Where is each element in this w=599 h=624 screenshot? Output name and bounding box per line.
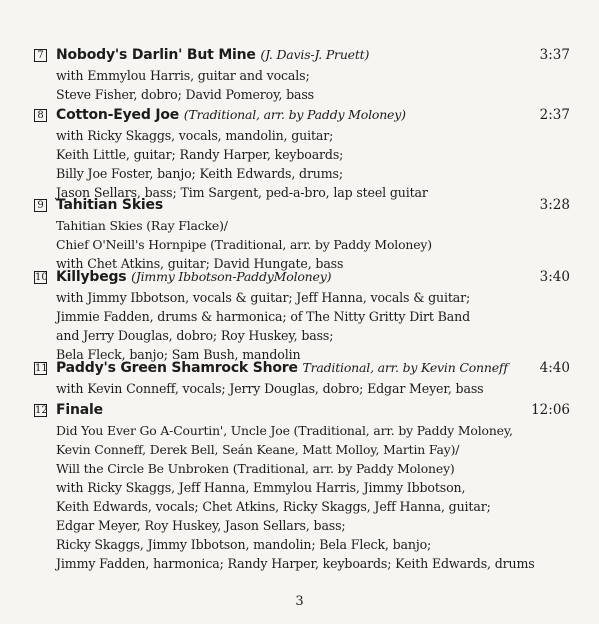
personnel-line: Keith Edwards, vocals; Chet Atkins, Ricky Skaggs, Jeff Hanna, guitar; xyxy=(56,499,491,514)
track-title-row xyxy=(56,357,508,379)
track-title-row xyxy=(56,266,331,288)
track-number: 10 xyxy=(35,272,48,283)
track-credit: (J. Davis-J. Pruett) xyxy=(260,47,370,62)
track-personnel xyxy=(56,288,570,364)
track-personnel xyxy=(56,126,570,202)
track-number: 12 xyxy=(35,405,48,416)
track-8 xyxy=(34,104,570,202)
personnel-line: with Chet Atkins, guitar; David Hungate, bass xyxy=(56,256,344,271)
track-header xyxy=(34,399,570,421)
personnel-line: Did You Ever Go A-Courtin', Uncle Joe (Traditional, arr. by Paddy Moloney, xyxy=(56,423,513,438)
personnel-line: with Ricky Skaggs, Jeff Hanna, Emmylou Harris, Jimmy Ibbotson, xyxy=(56,480,466,495)
track-duration: 3:28 xyxy=(539,197,570,213)
track-duration: 4:40 xyxy=(539,360,570,376)
personnel-line: Tahitian Skies (Ray Flacke)/ xyxy=(56,218,228,233)
track-title-row xyxy=(56,194,163,216)
track-duration: 12:06 xyxy=(531,402,570,418)
track-title-row xyxy=(56,104,406,126)
personnel-line: Steve Fisher, dobro; David Pomeroy, bass xyxy=(56,87,314,102)
track-duration: 3:40 xyxy=(539,269,570,285)
track-credit: (Traditional, arr. by Paddy Moloney) xyxy=(183,107,406,122)
track-header xyxy=(34,266,570,288)
track-10 xyxy=(34,266,570,364)
track-credit: (Jimmy Ibbotson-PaddyMoloney) xyxy=(131,269,332,284)
personnel-line: with Emmylou Harris, guitar and vocals; xyxy=(56,68,310,83)
track-title: Killybegs xyxy=(56,269,127,285)
track-personnel xyxy=(56,379,570,398)
personnel-line: with Jimmy Ibbotson, vocals & guitar; Jeff Hanna, vocals & guitar; xyxy=(56,290,471,305)
personnel-line: Chief O'Neill's Hornpipe (Traditional, arr. by Paddy Moloney) xyxy=(56,237,432,252)
personnel-line: Kevin Conneff, Derek Bell, Seán Keane, Matt Molloy, Martin Fay)/ xyxy=(56,442,460,457)
track-title: Tahitian Skies xyxy=(56,197,163,213)
track-personnel xyxy=(56,66,570,104)
personnel-line: Billy Joe Foster, banjo; Keith Edwards, drums; xyxy=(56,166,343,181)
track-duration: 3:37 xyxy=(539,47,570,63)
personnel-line: Edgar Meyer, Roy Huskey, Jason Sellars, bass; xyxy=(56,518,346,533)
track-credit: Traditional, arr. by Kevin Conneff xyxy=(302,360,508,375)
track-header xyxy=(34,357,570,379)
track-9 xyxy=(34,194,570,273)
track-personnel xyxy=(56,216,570,273)
track-title: Paddy's Green Shamrock Shore xyxy=(56,360,298,376)
track-header xyxy=(34,104,570,126)
track-number: 8 xyxy=(34,109,47,122)
personnel-line: Jimmy Fadden, harmonica; Randy Harper, keyboards; Keith Edwards, drums xyxy=(56,556,535,571)
personnel-line: Keith Little, guitar; Randy Harper, keyboards; xyxy=(56,147,344,162)
track-11 xyxy=(34,357,570,398)
track-header xyxy=(34,44,570,66)
track-number: 9 xyxy=(34,199,47,212)
personnel-line: Jason Sellars, bass; Tim Sargent, ped-a-bro, lap steel guitar xyxy=(56,185,428,200)
track-header xyxy=(34,194,570,216)
track-personnel xyxy=(56,421,570,573)
track-number: 11 xyxy=(35,363,48,374)
personnel-line: Will the Circle Be Unbroken (Traditional, arr. by Paddy Moloney) xyxy=(56,461,455,476)
track-title: Nobody's Darlin' But Mine xyxy=(56,47,256,63)
personnel-line: with Ricky Skaggs, vocals, mandolin, guitar; xyxy=(56,128,334,143)
track-title-row xyxy=(56,44,369,66)
track-duration: 2:37 xyxy=(539,107,570,123)
personnel-line: Bela Fleck, banjo; Sam Bush, mandolin xyxy=(56,347,301,362)
personnel-line: Jimmie Fadden, drums & harmonica; of The Nitty Gritty Dirt Band xyxy=(56,309,470,324)
personnel-line: and Jerry Douglas, dobro; Roy Huskey, bass; xyxy=(56,328,334,343)
track-7 xyxy=(34,44,570,104)
personnel-line: with Kevin Conneff, vocals; Jerry Douglas, dobro; Edgar Meyer, bass xyxy=(56,381,484,396)
personnel-line: Ricky Skaggs, Jimmy Ibbotson, mandolin; Bela Fleck, banjo; xyxy=(56,537,432,552)
track-number: 7 xyxy=(34,49,47,62)
track-title: Cotton-Eyed Joe xyxy=(56,107,180,123)
track-title: Finale xyxy=(56,402,103,418)
page-number: 3 xyxy=(295,594,304,609)
track-title-row xyxy=(56,399,103,421)
track-12 xyxy=(34,399,570,573)
